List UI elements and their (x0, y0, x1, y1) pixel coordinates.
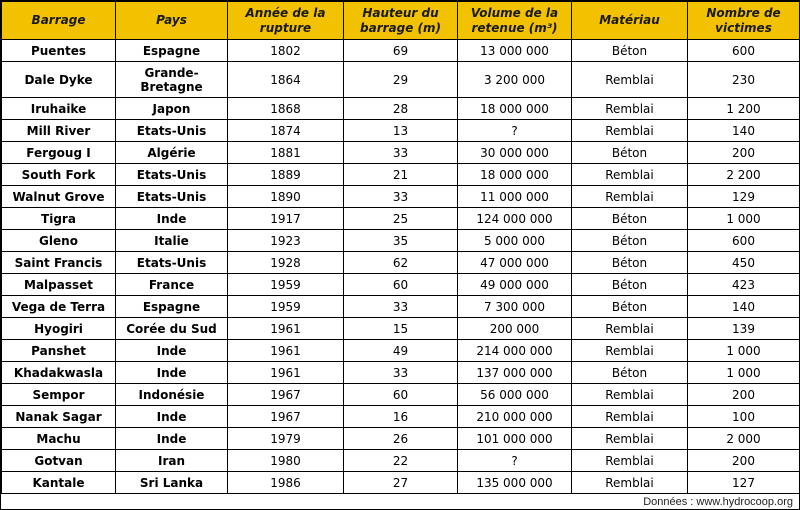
cell-pays: France (116, 274, 228, 296)
table-row (2, 472, 800, 494)
cell-barrage: Dale Dyke (2, 62, 116, 98)
cell-hauteur: 33 (344, 186, 458, 208)
cell-victimes: 2 000 (688, 428, 800, 450)
cell-barrage: South Fork (2, 164, 116, 186)
cell-annee: 1890 (228, 186, 344, 208)
cell-pays: Japon (116, 98, 228, 120)
cell-victimes: 200 (688, 384, 800, 406)
cell-hauteur: 69 (344, 40, 458, 62)
cell-annee: 1986 (228, 472, 344, 494)
cell-hauteur: 33 (344, 296, 458, 318)
cell-barrage: Walnut Grove (2, 186, 116, 208)
cell-volume: 124 000 000 (458, 208, 572, 230)
cell-hauteur: 62 (344, 252, 458, 274)
table-row (2, 406, 800, 428)
cell-barrage: Puentes (2, 40, 116, 62)
cell-pays: Espagne (116, 40, 228, 62)
cell-annee: 1967 (228, 406, 344, 428)
cell-materiau: Béton (572, 208, 688, 230)
table-row (2, 142, 800, 164)
cell-barrage: Tigra (2, 208, 116, 230)
cell-hauteur: 16 (344, 406, 458, 428)
cell-materiau: Béton (572, 296, 688, 318)
cell-annee: 1923 (228, 230, 344, 252)
cell-materiau: Béton (572, 230, 688, 252)
cell-volume: 7 300 000 (458, 296, 572, 318)
cell-annee: 1868 (228, 98, 344, 120)
cell-pays: Etats-Unis (116, 252, 228, 274)
cell-volume: 3 200 000 (458, 62, 572, 98)
cell-pays: Inde (116, 362, 228, 384)
cell-annee: 1961 (228, 362, 344, 384)
header-hauteur: Hauteur du barrage (m) (344, 2, 458, 40)
cell-pays: Inde (116, 208, 228, 230)
cell-materiau: Béton (572, 252, 688, 274)
cell-volume: 47 000 000 (458, 252, 572, 274)
cell-materiau: Béton (572, 142, 688, 164)
cell-materiau: Remblai (572, 384, 688, 406)
cell-pays: Grande-Bretagne (116, 62, 228, 98)
cell-pays: Inde (116, 406, 228, 428)
cell-volume: 30 000 000 (458, 142, 572, 164)
cell-victimes: 230 (688, 62, 800, 98)
cell-volume: 210 000 000 (458, 406, 572, 428)
cell-barrage: Nanak Sagar (2, 406, 116, 428)
cell-annee: 1802 (228, 40, 344, 62)
cell-volume: ? (458, 120, 572, 142)
table-row (2, 164, 800, 186)
cell-annee: 1959 (228, 296, 344, 318)
cell-volume: 18 000 000 (458, 98, 572, 120)
cell-barrage: Machu (2, 428, 116, 450)
table-row (2, 186, 800, 208)
table-row (2, 120, 800, 142)
cell-barrage: Gotvan (2, 450, 116, 472)
cell-volume: 49 000 000 (458, 274, 572, 296)
cell-materiau: Remblai (572, 186, 688, 208)
cell-materiau: Remblai (572, 406, 688, 428)
table-row (2, 296, 800, 318)
table-header-row (2, 2, 800, 40)
cell-victimes: 600 (688, 40, 800, 62)
cell-hauteur: 33 (344, 142, 458, 164)
table-row (2, 62, 800, 98)
table-row (2, 230, 800, 252)
cell-annee: 1959 (228, 274, 344, 296)
cell-victimes: 2 200 (688, 164, 800, 186)
cell-hauteur: 28 (344, 98, 458, 120)
cell-barrage: Kantale (2, 472, 116, 494)
cell-hauteur: 13 (344, 120, 458, 142)
cell-pays: Etats-Unis (116, 164, 228, 186)
cell-barrage: Hyogiri (2, 318, 116, 340)
cell-victimes: 100 (688, 406, 800, 428)
cell-hauteur: 60 (344, 274, 458, 296)
cell-volume: 18 000 000 (458, 164, 572, 186)
cell-barrage: Malpasset (2, 274, 116, 296)
cell-annee: 1980 (228, 450, 344, 472)
cell-pays: Italie (116, 230, 228, 252)
table-row (2, 274, 800, 296)
cell-volume: 11 000 000 (458, 186, 572, 208)
cell-materiau: Remblai (572, 120, 688, 142)
cell-victimes: 423 (688, 274, 800, 296)
cell-barrage: Iruhaike (2, 98, 116, 120)
header-victimes: Nombre de victimes (688, 2, 800, 40)
cell-victimes: 1 200 (688, 98, 800, 120)
table-row (2, 384, 800, 406)
table-row (2, 362, 800, 384)
cell-annee: 1917 (228, 208, 344, 230)
cell-barrage: Sempor (2, 384, 116, 406)
cell-pays: Algérie (116, 142, 228, 164)
cell-pays: Inde (116, 428, 228, 450)
cell-barrage: Khadakwasla (2, 362, 116, 384)
cell-hauteur: 33 (344, 362, 458, 384)
cell-annee: 1979 (228, 428, 344, 450)
cell-victimes: 127 (688, 472, 800, 494)
cell-materiau: Remblai (572, 428, 688, 450)
cell-annee: 1967 (228, 384, 344, 406)
cell-volume: 214 000 000 (458, 340, 572, 362)
cell-annee: 1881 (228, 142, 344, 164)
cell-annee: 1961 (228, 340, 344, 362)
cell-barrage: Saint Francis (2, 252, 116, 274)
cell-hauteur: 22 (344, 450, 458, 472)
header-materiau: Matériau (572, 2, 688, 40)
cell-pays: Etats-Unis (116, 186, 228, 208)
cell-pays: Espagne (116, 296, 228, 318)
table-row (2, 340, 800, 362)
table-row (2, 450, 800, 472)
table-row (2, 252, 800, 274)
cell-materiau: Béton (572, 274, 688, 296)
cell-volume: 101 000 000 (458, 428, 572, 450)
cell-volume: 200 000 (458, 318, 572, 340)
table-row (2, 98, 800, 120)
header-barrage: Barrage (2, 2, 116, 40)
cell-barrage: Panshet (2, 340, 116, 362)
cell-materiau: Béton (572, 40, 688, 62)
table-row (2, 40, 800, 62)
cell-barrage: Mill River (2, 120, 116, 142)
cell-hauteur: 60 (344, 384, 458, 406)
cell-annee: 1889 (228, 164, 344, 186)
cell-hauteur: 21 (344, 164, 458, 186)
table-row (2, 428, 800, 450)
cell-annee: 1961 (228, 318, 344, 340)
cell-victimes: 129 (688, 186, 800, 208)
cell-annee: 1928 (228, 252, 344, 274)
cell-volume: ? (458, 450, 572, 472)
cell-pays: Sri Lanka (116, 472, 228, 494)
cell-victimes: 1 000 (688, 362, 800, 384)
cell-victimes: 200 (688, 450, 800, 472)
cell-materiau: Remblai (572, 164, 688, 186)
cell-volume: 56 000 000 (458, 384, 572, 406)
cell-victimes: 139 (688, 318, 800, 340)
cell-victimes: 1 000 (688, 340, 800, 362)
cell-victimes: 200 (688, 142, 800, 164)
cell-victimes: 600 (688, 230, 800, 252)
source-credit: Données : www.hydrocoop.org (643, 496, 793, 508)
cell-materiau: Remblai (572, 472, 688, 494)
cell-volume: 137 000 000 (458, 362, 572, 384)
cell-hauteur: 25 (344, 208, 458, 230)
cell-pays: Etats-Unis (116, 120, 228, 142)
cell-materiau: Remblai (572, 450, 688, 472)
cell-materiau: Remblai (572, 318, 688, 340)
cell-volume: 135 000 000 (458, 472, 572, 494)
cell-pays: Indonésie (116, 384, 228, 406)
cell-victimes: 140 (688, 120, 800, 142)
cell-hauteur: 49 (344, 340, 458, 362)
cell-pays: Inde (116, 340, 228, 362)
cell-barrage: Gleno (2, 230, 116, 252)
cell-volume: 13 000 000 (458, 40, 572, 62)
cell-materiau: Remblai (572, 98, 688, 120)
cell-hauteur: 27 (344, 472, 458, 494)
cell-victimes: 140 (688, 296, 800, 318)
table-row (2, 318, 800, 340)
dam-failures-table (1, 1, 800, 494)
cell-materiau: Remblai (572, 340, 688, 362)
cell-victimes: 1 000 (688, 208, 800, 230)
table-body (2, 40, 800, 494)
cell-volume: 5 000 000 (458, 230, 572, 252)
cell-materiau: Remblai (572, 62, 688, 98)
table-row (2, 208, 800, 230)
cell-pays: Iran (116, 450, 228, 472)
cell-pays: Corée du Sud (116, 318, 228, 340)
cell-hauteur: 15 (344, 318, 458, 340)
cell-annee: 1874 (228, 120, 344, 142)
cell-materiau: Béton (572, 362, 688, 384)
cell-hauteur: 26 (344, 428, 458, 450)
header-pays: Pays (116, 2, 228, 40)
cell-annee: 1864 (228, 62, 344, 98)
cell-barrage: Vega de Terra (2, 296, 116, 318)
cell-hauteur: 35 (344, 230, 458, 252)
cell-hauteur: 29 (344, 62, 458, 98)
cell-victimes: 450 (688, 252, 800, 274)
header-annee-rupture: Année de la rupture (228, 2, 344, 40)
header-volume: Volume de la retenue (m³) (458, 2, 572, 40)
cell-barrage: Fergoug I (2, 142, 116, 164)
